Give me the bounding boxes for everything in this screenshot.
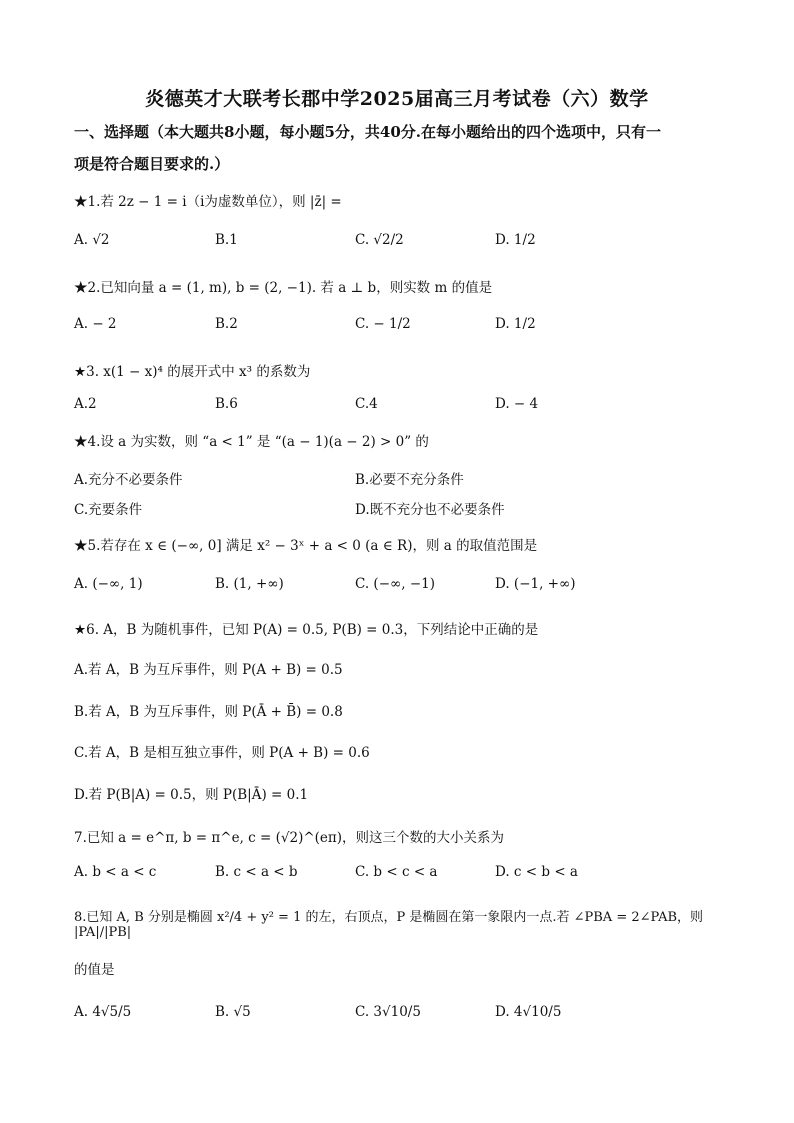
question-4-option-b: B.必要不充分条件 bbox=[355, 472, 464, 488]
question-2-option-a: A. − 2 bbox=[74, 316, 117, 332]
question-1-option-b: B.1 bbox=[215, 232, 238, 248]
question-8-option-b: B. √5 bbox=[215, 1004, 251, 1020]
question-3-option-d: D. − 4 bbox=[495, 396, 539, 412]
question-4-option-d: D.既不充分也不必要条件 bbox=[355, 502, 505, 518]
question-1-option-d: D. 1/2 bbox=[495, 232, 536, 248]
section-heading-line2: 项是符合题目要求的.） bbox=[74, 155, 230, 173]
section-heading-line1: 一、选择题（本大题共8小题，每小题5分，共40分.在每小题给出的四个选项中，只有一 bbox=[74, 123, 661, 141]
question-7-option-c: C. b < c < a bbox=[355, 864, 438, 880]
question-1-option-a: A. √2 bbox=[74, 232, 110, 248]
question-8-option-c: C. 3√10/5 bbox=[355, 1004, 421, 1020]
question-6-option-c: C.若 A，B 是相互独立事件，则 P(A + B) = 0.6 bbox=[74, 745, 370, 761]
question-1-stem: ★1.若 2z − 1 = i（i为虚数单位），则 |z̄| = bbox=[74, 194, 342, 210]
question-5-option-d: D. (−1, +∞) bbox=[495, 576, 576, 592]
question-8-option-a: A. 4√5/5 bbox=[74, 1004, 132, 1020]
question-3-stem: ★3. x(1 − x)⁴ 的展开式中 x³ 的系数为 bbox=[74, 364, 311, 380]
question-8-stem-continued: 的值是 bbox=[74, 962, 115, 978]
question-3-option-b: B.6 bbox=[215, 396, 238, 412]
question-5-option-a: A. (−∞, 1) bbox=[74, 576, 143, 592]
question-5-option-b: B. (1, +∞) bbox=[215, 576, 284, 592]
question-8-stem: 8.已知 A, B 分别是椭圆 x²/4 + y² = 1 的左，右顶点，P 是椭圆在第一象限内一点.若 ∠PBA = 2∠PAB，则 |PA|/|PB| bbox=[74, 910, 704, 940]
question-7-option-b: B. c < a < b bbox=[215, 864, 298, 880]
question-4-stem: ★4.设 a 为实数，则 “a < 1” 是 “(a − 1)(a − 2) > 0” 的 bbox=[74, 434, 429, 450]
question-4-option-a: A.充分不必要条件 bbox=[74, 472, 183, 488]
question-5-option-c: C. (−∞, −1) bbox=[355, 576, 436, 592]
question-6-option-a: A.若 A，B 为互斥事件，则 P(A + B) = 0.5 bbox=[74, 662, 343, 678]
question-2-option-d: D. 1/2 bbox=[495, 316, 536, 332]
page-title: 炎德英才大联考长郡中学2025届高三月考试卷（六）数学 bbox=[145, 88, 649, 110]
question-2-option-c: C. − 1/2 bbox=[355, 316, 411, 332]
question-1-option-c: C. √2/2 bbox=[355, 232, 404, 248]
question-8-option-d: D. 4√10/5 bbox=[495, 1004, 562, 1020]
question-7-option-d: D. c < b < a bbox=[495, 864, 578, 880]
question-3-option-c: C.4 bbox=[355, 396, 378, 412]
question-6-stem: ★6. A，B 为随机事件，已知 P(A) = 0.5, P(B) = 0.3，下列结论中正确的是 bbox=[74, 622, 539, 638]
question-4-option-c: C.充要条件 bbox=[74, 502, 143, 518]
question-6-option-b: B.若 A，B 为互斥事件，则 P(Ā + B̄) = 0.8 bbox=[74, 704, 343, 720]
question-7-option-a: A. b < a < c bbox=[74, 864, 157, 880]
question-2-option-b: B.2 bbox=[215, 316, 238, 332]
question-3-option-a: A.2 bbox=[74, 396, 97, 412]
question-7-stem: 7.已知 a = e^π, b = π^e, c = (√2)^(eπ)，则这三个数的大小关系为 bbox=[74, 830, 505, 846]
question-2-stem: ★2.已知向量 a = (1, m), b = (2, −1). 若 a ⊥ b，则实数 m 的值是 bbox=[74, 280, 493, 296]
question-6-option-d: D.若 P(B|A) = 0.5，则 P(B|Ā) = 0.1 bbox=[74, 787, 309, 803]
question-5-stem: ★5.若存在 x ∈ (−∞, 0] 满足 x² − 3ˣ + a < 0 (a ∈ R)，则 a 的取值范围是 bbox=[74, 538, 538, 554]
